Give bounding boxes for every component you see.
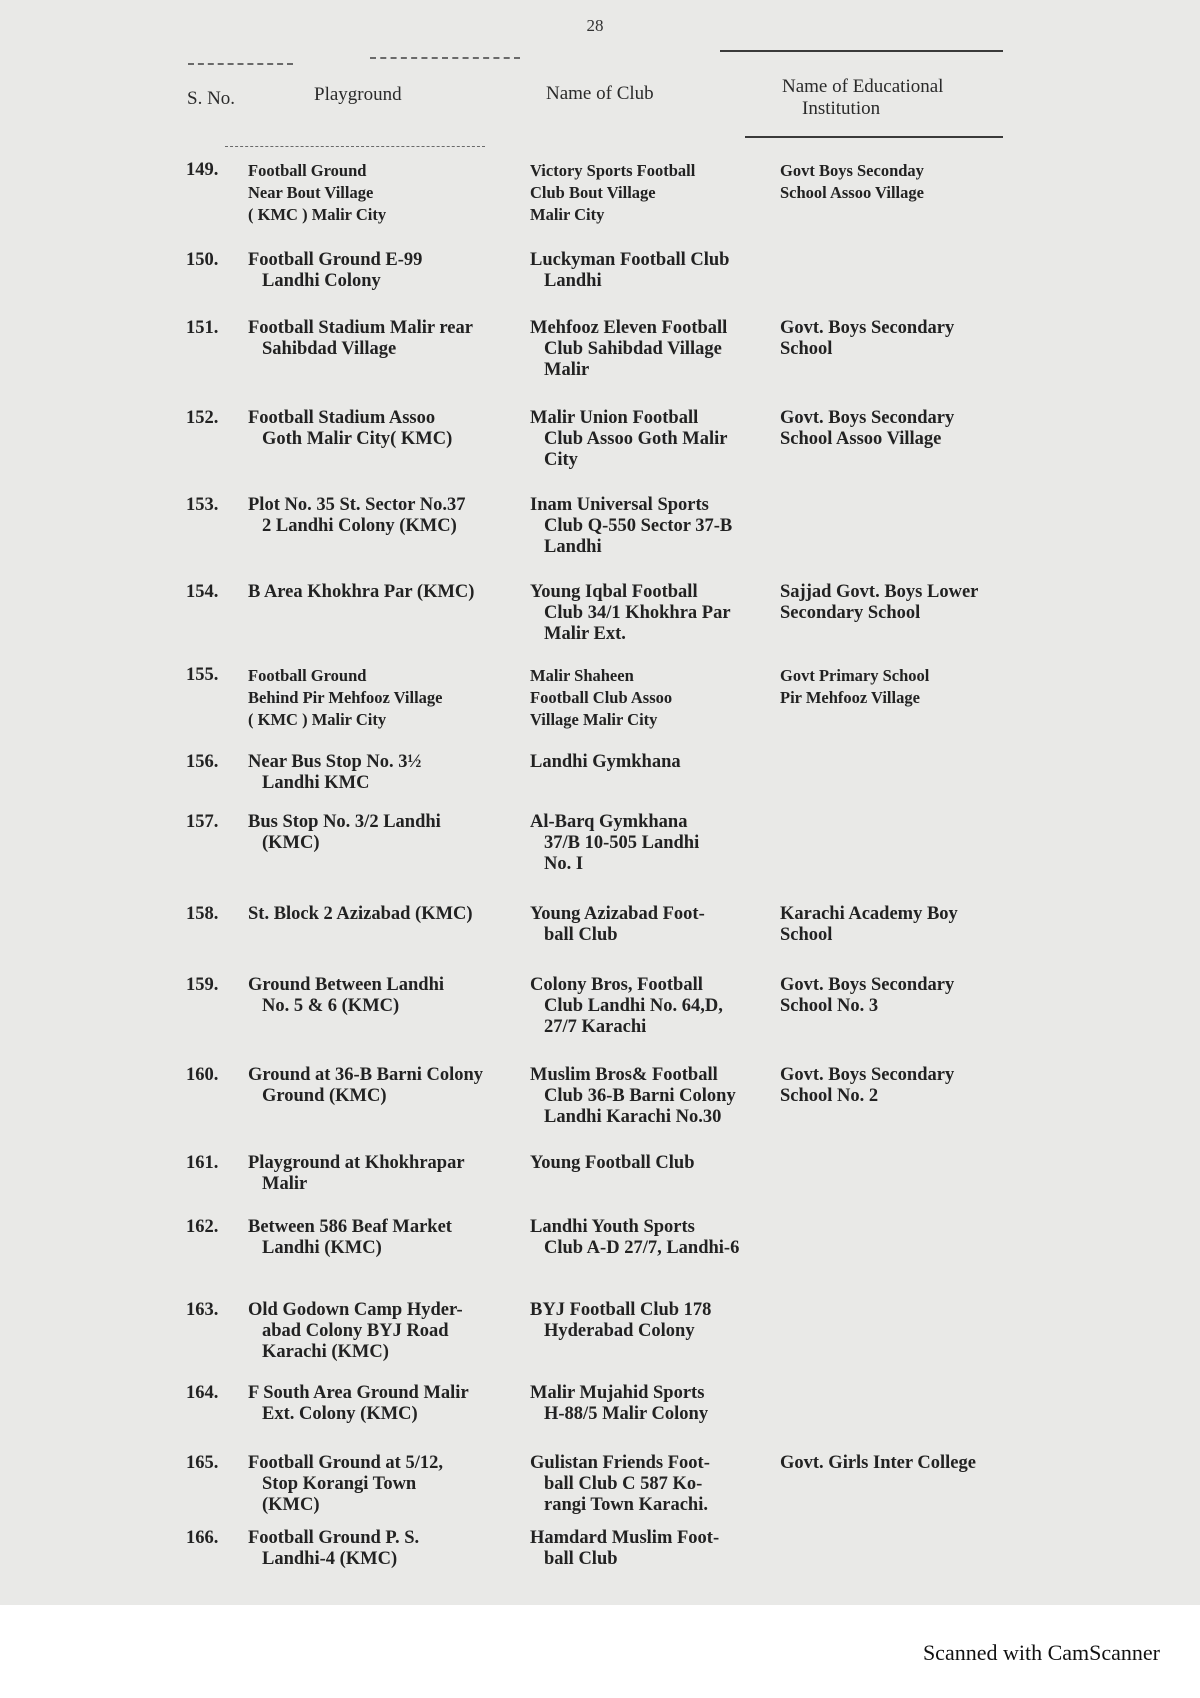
club-cell-line: Young Football Club: [530, 1153, 695, 1173]
header-institution-line1: Name of Educational: [782, 76, 944, 97]
row-number: 155.: [186, 665, 219, 685]
club-cell-line: City: [544, 450, 578, 470]
club-cell: [530, 1383, 780, 1453]
playground-cell: [248, 318, 530, 408]
row-number: 152.: [186, 408, 219, 428]
playground-cell-line: Bus Stop No. 3/2 Landhi: [248, 812, 441, 832]
table-row: [186, 1065, 1016, 1153]
playground-cell: [248, 904, 530, 975]
header-institution-line2: Institution: [802, 98, 881, 119]
club-cell: [530, 250, 780, 318]
playground-cell-line: 2 Landhi Colony (KMC): [262, 516, 457, 536]
institution-cell-line: Sajjad Govt. Boys Lower: [780, 582, 979, 602]
institution-cell-line: Govt. Boys Secondary: [780, 1065, 955, 1085]
table-row: [186, 1383, 1016, 1453]
playground-cell-line: Near Bout Village: [248, 183, 374, 202]
playground-cell: [248, 160, 530, 250]
playground-cell-line: Goth Malir City( KMC): [262, 429, 453, 449]
table-row: [186, 812, 1016, 904]
club-cell-line: Hyderabad Colony: [544, 1321, 695, 1341]
row-number: 159.: [186, 975, 219, 995]
institution-cell-line: Secondary School: [780, 603, 921, 623]
institution-cell: [780, 975, 1016, 1065]
playground-cell-line: Ground at 36-B Barni Colony: [248, 1065, 484, 1085]
club-cell: [530, 975, 780, 1065]
club-cell-line: Malir: [544, 360, 590, 380]
club-cell-line: Young Azizabad Foot-: [530, 904, 705, 924]
institution-cell: [780, 318, 1016, 408]
institution-cell-line: Govt. Boys Secondary: [780, 318, 955, 338]
club-cell: [530, 752, 780, 812]
institution-cell-line: Govt Primary School: [780, 666, 930, 685]
club-cell-line: Club A-D 27/7, Landhi-6: [544, 1238, 740, 1258]
playground-cell-line: Stop Korangi Town: [262, 1474, 417, 1494]
institution-cell: [780, 408, 1016, 495]
institution-cell-line: Govt. Boys Secondary: [780, 975, 955, 995]
club-cell-line: Club 36-B Barni Colony: [544, 1086, 736, 1106]
club-cell: [530, 1217, 780, 1300]
club-cell-line: ball Club: [544, 1549, 618, 1569]
playground-cell-line: Landhi-4 (KMC): [262, 1549, 398, 1569]
club-cell-line: Muslim Bros& Football: [530, 1065, 718, 1085]
table-row: [186, 160, 1016, 250]
playground-cell-line: ( KMC ) Malir City: [248, 710, 387, 729]
club-cell-line: Victory Sports Football: [530, 161, 696, 180]
row-number: 158.: [186, 904, 219, 924]
club-cell-line: Mehfooz Eleven Football: [530, 318, 728, 338]
club-cell-line: Malir Mujahid Sports: [530, 1383, 705, 1403]
club-cell-line: Club 34/1 Khokhra Par: [544, 603, 731, 623]
playground-cell: [248, 812, 530, 904]
club-cell: [530, 1065, 780, 1153]
row-number: 156.: [186, 752, 219, 772]
institution-cell: [780, 495, 1016, 582]
institution-cell-line: Karachi Academy Boy: [780, 904, 958, 924]
row-number: 150.: [186, 250, 219, 270]
institution-cell: [780, 1528, 1016, 1608]
club-cell-line: Landhi Karachi No.30: [544, 1107, 722, 1127]
row-number: 165.: [186, 1453, 219, 1473]
club-cell-line: Malir Shaheen: [530, 666, 634, 685]
institution-cell: [780, 1383, 1016, 1453]
table-row: [186, 665, 1016, 752]
playground-cell-line: Football Ground: [248, 161, 367, 180]
table-row: [186, 582, 1016, 665]
table-row: [186, 250, 1016, 318]
club-cell-line: Football Club Assoo: [530, 688, 673, 707]
club-cell: [530, 160, 780, 250]
club-cell: [530, 408, 780, 495]
table-row: [186, 408, 1016, 495]
institution-cell-line: School Assoo Village: [780, 429, 942, 449]
row-number: 161.: [186, 1153, 219, 1173]
playground-cell-line: Football Ground P. S.: [248, 1528, 420, 1548]
institution-cell: [780, 665, 1016, 752]
table-row: [186, 975, 1016, 1065]
club-cell-line: Malir City: [530, 205, 605, 224]
playground-cell-line: Ground Between Landhi: [248, 975, 445, 995]
playground-cell: [248, 975, 530, 1065]
header-bottom-rule-right: [745, 136, 1003, 138]
institution-cell: [780, 1300, 1016, 1383]
club-cell-line: Hamdard Muslim Foot-: [530, 1528, 720, 1548]
table-row: [186, 1453, 1016, 1528]
institution-cell-line: Govt. Girls Inter College: [780, 1453, 976, 1473]
club-cell-line: Colony Bros, Football: [530, 975, 703, 995]
playground-cell: [248, 1217, 530, 1300]
institution-cell: [780, 1217, 1016, 1300]
playground-cell-line: (KMC): [262, 833, 320, 853]
playground-cell: [248, 1383, 530, 1453]
playground-cell-line: Behind Pir Mehfooz Village: [248, 688, 443, 707]
institution-cell: [780, 752, 1016, 812]
club-cell: [530, 1300, 780, 1383]
table-row: [186, 1153, 1016, 1217]
table-row: [186, 495, 1016, 582]
playground-cell: [248, 1528, 530, 1608]
club-cell-line: Landhi: [544, 271, 602, 291]
club-cell-line: Landhi Youth Sports: [530, 1217, 695, 1237]
row-number: 162.: [186, 1217, 219, 1237]
club-cell-line: Gulistan Friends Foot-: [530, 1453, 710, 1473]
playground-cell-line: Malir: [262, 1174, 308, 1194]
club-cell-line: BYJ Football Club 178: [530, 1300, 712, 1320]
club-cell-line: rangi Town Karachi.: [544, 1495, 708, 1515]
playground-cell: [248, 408, 530, 495]
institution-cell: [780, 582, 1016, 665]
row-number: 157.: [186, 812, 219, 832]
row-number: 160.: [186, 1065, 219, 1085]
playground-cell: [248, 1065, 530, 1153]
institution-cell-line: Govt Boys Seconday: [780, 161, 924, 180]
institution-cell-line: School No. 2: [780, 1086, 879, 1106]
playground-cell: [248, 1300, 530, 1383]
club-cell: [530, 582, 780, 665]
club-cell-line: Village Malir City: [530, 710, 658, 729]
row-number: 151.: [186, 318, 219, 338]
playground-cell-line: St. Block 2 Azizabad (KMC): [248, 904, 473, 924]
table-row: [186, 1528, 1016, 1608]
club-cell-line: Malir Ext.: [544, 624, 626, 644]
header-top-rule-mid: [370, 57, 520, 59]
camscanner-footer: Scanned with CamScanner: [922, 1640, 1160, 1665]
club-cell-line: Young Iqbal Football: [530, 582, 698, 602]
playground-table: [186, 160, 1016, 1608]
club-cell-line: Landhi Gymkhana: [530, 752, 681, 772]
club-cell-line: Club Q-550 Sector 37-B: [544, 516, 733, 536]
institution-cell-line: School: [780, 925, 833, 945]
row-number: 154.: [186, 582, 219, 602]
playground-cell-line: Football Stadium Malir rear: [248, 318, 473, 338]
club-cell-line: H-88/5 Malir Colony: [544, 1404, 709, 1424]
club-cell: [530, 495, 780, 582]
playground-cell-line: Karachi (KMC): [262, 1342, 389, 1362]
playground-cell-line: abad Colony BYJ Road: [262, 1321, 449, 1341]
header-bottom-rule-left: [225, 146, 485, 147]
club-cell-line: Luckyman Football Club: [530, 250, 730, 270]
institution-cell: [780, 250, 1016, 318]
institution-cell-line: School: [780, 339, 833, 359]
table-row: [186, 752, 1016, 812]
institution-cell-line: School No. 3: [780, 996, 879, 1016]
header-playground: Playground: [314, 84, 402, 105]
playground-cell: [248, 1453, 530, 1528]
row-number: 166.: [186, 1528, 219, 1548]
club-cell: [530, 812, 780, 904]
playground-cell-line: Landhi (KMC): [262, 1238, 382, 1258]
club-cell-line: 37/B 10-505 Landhi: [544, 833, 700, 853]
institution-cell: [780, 1453, 1016, 1528]
club-cell-line: Club Sahibdad Village: [544, 339, 722, 359]
table-row: [186, 1217, 1016, 1300]
playground-cell-line: Playground at Khokhrapar: [248, 1153, 465, 1173]
club-cell-line: Club Landhi No. 64,D,: [544, 996, 723, 1016]
institution-cell: [780, 904, 1016, 975]
playground-cell-line: ( KMC ) Malir City: [248, 205, 387, 224]
playground-cell: [248, 582, 530, 665]
header-top-rule-right: [720, 50, 1003, 52]
playground-cell: [248, 495, 530, 582]
club-cell-line: Malir Union Football: [530, 408, 699, 428]
header-institution: [782, 76, 943, 120]
playground-cell-line: Football Stadium Assoo: [248, 408, 436, 428]
playground-cell-line: Football Ground E-99: [248, 250, 423, 270]
club-cell-line: Club Assoo Goth Malir: [544, 429, 728, 449]
institution-cell-line: Govt. Boys Secondary: [780, 408, 955, 428]
playground-cell-line: Between 586 Beaf Market: [248, 1217, 452, 1237]
playground-cell-line: Football Ground: [248, 666, 367, 685]
club-cell: [530, 904, 780, 975]
playground-cell: [248, 665, 530, 752]
playground-cell-line: Landhi KMC: [262, 773, 370, 793]
playground-cell-line: Near Bus Stop No. 3½: [248, 752, 422, 772]
club-cell: [530, 1153, 780, 1217]
club-cell-line: 27/7 Karachi: [544, 1017, 647, 1037]
playground-cell-line: Ground (KMC): [262, 1086, 387, 1106]
institution-cell: [780, 812, 1016, 904]
playground-cell-line: F South Area Ground Malir: [248, 1383, 469, 1403]
playground-cell: [248, 752, 530, 812]
playground-cell-line: Old Godown Camp Hyder-: [248, 1300, 463, 1320]
institution-cell: [780, 1153, 1016, 1217]
playground-cell-line: B Area Khokhra Par (KMC): [248, 582, 475, 602]
institution-cell: [780, 1065, 1016, 1153]
club-cell-line: ball Club C 587 Ko-: [544, 1474, 703, 1494]
table-row: [186, 318, 1016, 408]
club-cell-line: Al-Barq Gymkhana: [530, 812, 688, 832]
row-number: 164.: [186, 1383, 219, 1403]
row-number: 153.: [186, 495, 219, 515]
institution-cell: [780, 160, 1016, 250]
club-cell-line: Club Bout Village: [530, 183, 656, 202]
table-row: [186, 1300, 1016, 1383]
playground-cell-line: Ext. Colony (KMC): [262, 1404, 418, 1424]
page-number: 28: [586, 16, 604, 35]
row-number: 163.: [186, 1300, 219, 1320]
row-number: 149.: [186, 160, 219, 180]
playground-cell-line: (KMC): [262, 1495, 320, 1515]
club-cell-line: Landhi: [544, 537, 602, 557]
playground-cell: [248, 250, 530, 318]
header-sno: S. No.: [187, 88, 236, 109]
club-cell: [530, 318, 780, 408]
institution-cell-line: School Assoo Village: [780, 183, 924, 202]
playground-cell-line: No. 5 & 6 (KMC): [262, 996, 400, 1016]
table-row: [186, 904, 1016, 975]
header-top-rule-left: [188, 63, 293, 65]
club-cell-line: Inam Universal Sports: [530, 495, 709, 515]
playground-cell: [248, 1153, 530, 1217]
playground-cell-line: Landhi Colony: [262, 271, 381, 291]
club-cell-line: No. I: [544, 854, 584, 874]
club-cell: [530, 1453, 780, 1528]
club-cell: [530, 1528, 780, 1608]
header-club: Name of Club: [546, 83, 654, 104]
institution-cell-line: Pir Mehfooz Village: [780, 688, 920, 707]
playground-cell-line: Football Ground at 5/12,: [248, 1453, 443, 1473]
playground-cell-line: Sahibdad Village: [262, 339, 397, 359]
club-cell-line: ball Club: [544, 925, 618, 945]
club-cell: [530, 665, 780, 752]
playground-cell-line: Plot No. 35 St. Sector No.37: [248, 495, 466, 515]
